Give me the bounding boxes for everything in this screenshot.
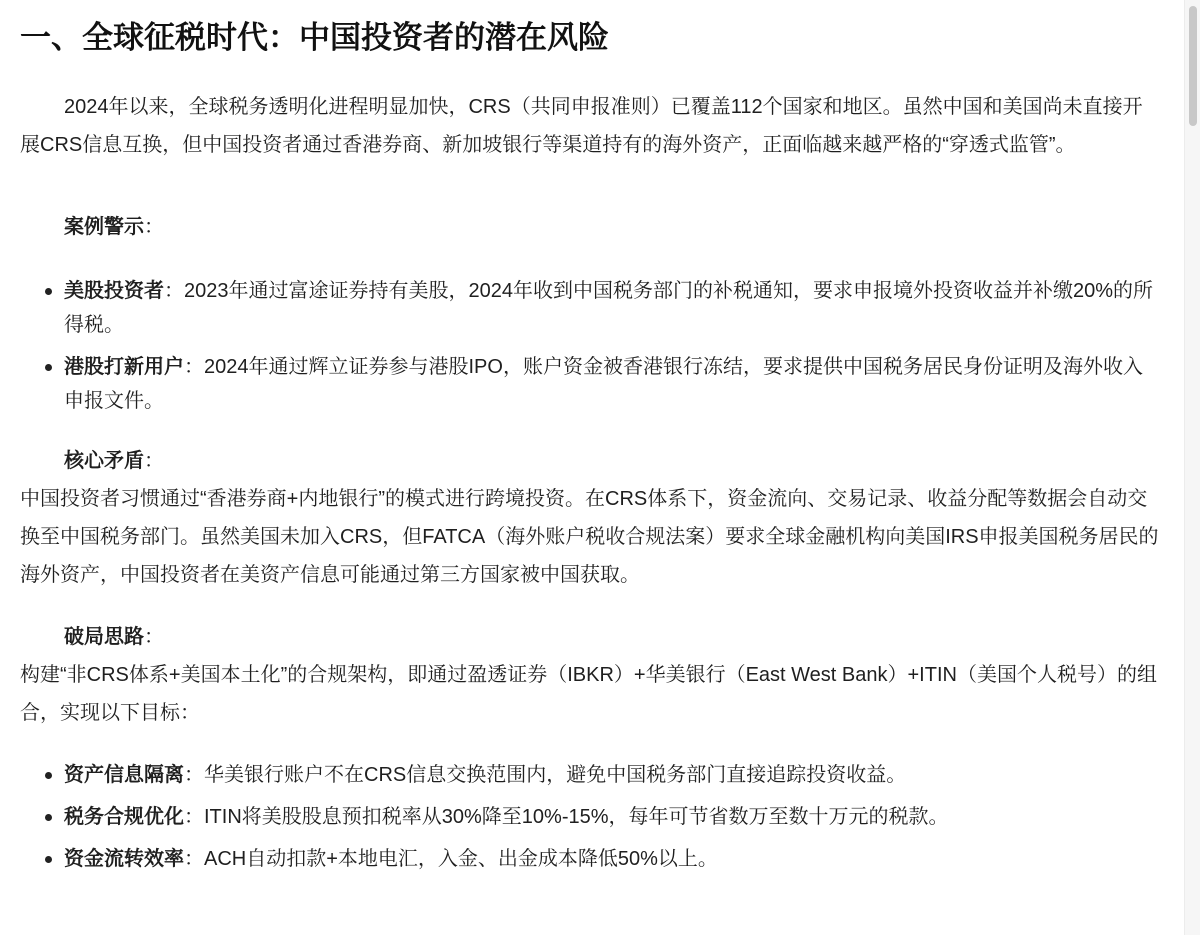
item-title: 资产信息隔离 xyxy=(64,764,184,786)
list-item: 资产信息隔离：华美银行账户不在CRS信息交换范围内，避免中国税务部门直接追踪投资收益。 xyxy=(20,758,1161,792)
vertical-scrollbar[interactable] xyxy=(1184,0,1200,935)
list-item: 港股打新用户：2024年通过辉立证券参与港股IPO，账户资金被香港银行冻结，要求提供中国税务居民身份证明及海外收入申报文件。 xyxy=(20,350,1161,418)
list-item: 美股投资者：2023年通过富途证券持有美股，2024年收到中国税务部门的补税通知，要求申报境外投资收益并补缴20%的所得税。 xyxy=(20,274,1161,342)
solution-paragraph: 构建“非CRS体系+美国本土化”的合规架构，即通过盈透证券（IBKR）+华美银行（East West Bank）+ITIN（美国个人税号）的组合，实现以下目标： xyxy=(20,664,1157,724)
scrollbar-thumb[interactable] xyxy=(1189,6,1197,126)
list-item: 资金流转效率：ACH自动扣款+本地电汇，入金、出金成本降低50%以上。 xyxy=(20,842,1161,876)
case-list xyxy=(20,274,1161,418)
core-conflict-label: 核心矛盾： xyxy=(64,450,164,472)
solution-label: 破局思路： xyxy=(64,626,164,648)
intro-paragraph: 2024年以来，全球税务透明化进程明显加快，CRS（共同申报准则）已覆盖112个国家和地区。虽然中国和美国尚未直接开展CRS信息互换，但中国投资者通过香港券商、新加坡银行等渠道持有的海外资产，正面临越来越严格的“穿透式监管”。 xyxy=(20,96,1143,156)
item-text: ITIN将美股股息预扣税率从30%降至10%-15%，每年可节省数万至数十万元的税款。 xyxy=(204,806,949,828)
item-title: 港股打新用户 xyxy=(64,356,184,378)
core-conflict-paragraph: 中国投资者习惯通过“香港券商+内地银行”的模式进行跨境投资。在CRS体系下，资金流向、交易记录、收益分配等数据会自动交换至中国税务部门。虽然美国未加入CRS，但FATCA（海外账户税收合规法案）要求全球金融机构向美国IRS申报美国税务居民的海外资产，中国投资者在美资产信息可能通过第三方国家被中国获取。 xyxy=(20,488,1159,586)
list-item: 税务合规优化：ITIN将美股股息预扣税率从30%降至10%-15%，每年可节省数万至数十万元的税款。 xyxy=(20,800,1161,834)
section-heading: 一、全球征税时代：中国投资者的潜在风险 xyxy=(20,20,609,55)
article-body xyxy=(0,14,1185,876)
item-text: 2023年通过富途证券持有美股，2024年收到中国税务部门的补税通知，要求申报境外投资收益并补缴20%的所得税。 xyxy=(64,280,1154,336)
item-text: ACH自动扣款+本地电汇，入金、出金成本降低50%以上。 xyxy=(204,848,718,870)
item-text: 2024年通过辉立证券参与港股IPO，账户资金被香港银行冻结，要求提供中国税务居民身份证明及海外收入申报文件。 xyxy=(64,356,1143,412)
case-warning-label: 案例警示： xyxy=(64,216,164,238)
goal-list xyxy=(20,758,1161,876)
item-title: 税务合规优化 xyxy=(64,806,184,828)
item-title: 资金流转效率 xyxy=(64,848,184,870)
item-title: 美股投资者 xyxy=(64,280,164,302)
item-text: 华美银行账户不在CRS信息交换范围内，避免中国税务部门直接追踪投资收益。 xyxy=(204,764,907,786)
